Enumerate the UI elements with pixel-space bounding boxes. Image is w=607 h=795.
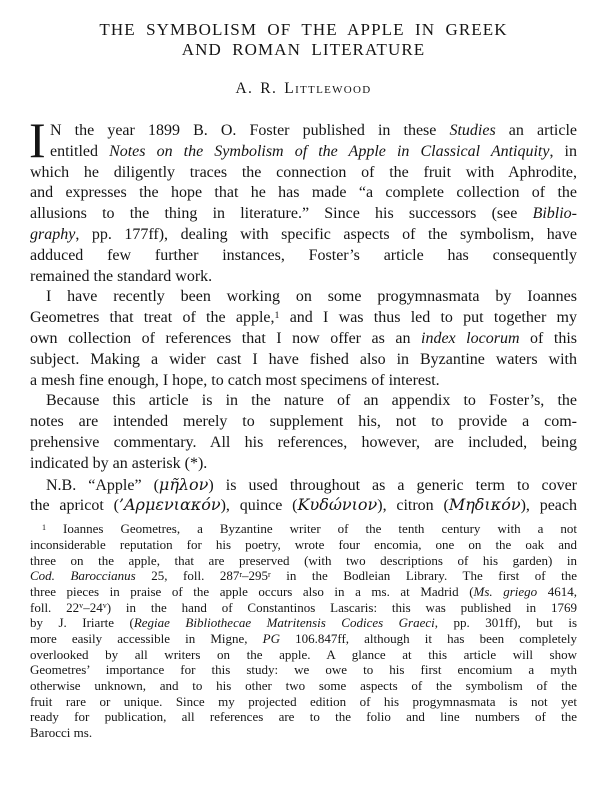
text-line: $^1$ Ioannes Geometres, a Byzantine writer of the tenth century with a not bbox=[42, 521, 577, 537]
text-line: Geometres’ importance for this study: we owe to his first encomium a myth bbox=[30, 662, 577, 678]
text-line: a mesh fine enough, I hope, to catch most specimens of interest. bbox=[30, 371, 440, 389]
article-body bbox=[29, 112, 578, 741]
text-line: more easily accessible in Migne, PG 106.847ff, although it has been completely bbox=[30, 630, 577, 646]
article-title-line1: THE SYMBOLISM OF THE APPLE IN GREEK bbox=[99, 20, 508, 39]
text-line: adduced few further instances, Foster’s article has consequently bbox=[30, 246, 577, 264]
text-line: prehensive commentary. All his references, however, are included, being bbox=[30, 433, 577, 451]
text-line: indicated by an asterisk (*). bbox=[30, 454, 208, 472]
article-title bbox=[0, 20, 607, 59]
text-line: fruit rare or unique. Since my projected edition of his progymnasmata is not yet bbox=[30, 693, 577, 709]
text-line: Cod. Baroccianus 25, foll. 287$^r$–295$^r$ in the Bodleian Library. The first of the bbox=[30, 568, 577, 584]
text-line: notes are intended merely to supplement his, not to provide a com- bbox=[30, 413, 577, 431]
text-line: subject. Making a wider cast I have fished also in Byzantine waters with bbox=[30, 350, 577, 368]
text-line: otherwise unknown, and to his other two some aspects of the symbolism of the bbox=[30, 678, 577, 694]
paragraph-1 bbox=[29, 112, 578, 287]
text-line: Geometres that treat of the apple,$^1$ and I was thus led to put together my bbox=[30, 309, 577, 327]
text-line: which he diligently traces the connection of the fruit with Aphrodite, bbox=[30, 163, 577, 181]
dropcap-initial: I bbox=[29, 112, 46, 168]
text-line: own collection of references that I now offer as an index locorum of this bbox=[30, 329, 577, 347]
text-line: I have recently been working on some progymnasmata by Ioannes bbox=[46, 288, 577, 306]
text-line: remained the standard work. bbox=[30, 267, 213, 285]
text-line: N the year 1899 B. O. Foster published in these Studies an article bbox=[50, 122, 577, 139]
article-title-line2: AND ROMAN LITERATURE bbox=[181, 39, 426, 59]
text-line: and expresses the hope that he has made “a complete collection of the bbox=[30, 184, 577, 202]
text-line: the apricot (’Αρμενιακόν), quince (Κυδώνιον), citron (Μηδικόν), peach bbox=[30, 495, 577, 515]
text-line: inconsiderable reputation for his poetry, wrote four encomia, one on the oak and bbox=[30, 536, 577, 552]
paragraph-2 bbox=[30, 287, 577, 391]
text-line: three on the apple, that are preserved (with two descriptions of his garden) in bbox=[30, 552, 577, 568]
paragraph-3 bbox=[30, 391, 577, 474]
text-line: by J. Iriarte (Regiae Bibliothecae Matritensis Codices Graeci, pp. 301ff), but is bbox=[30, 615, 577, 631]
author-name: A. R. Littlewood bbox=[235, 80, 372, 97]
text-line: ready for publication, all references are to the folio and line numbers of the bbox=[30, 709, 577, 725]
footnote bbox=[30, 521, 577, 741]
text-line: allusions to the thing in literature.” Since his successors (see Biblio- bbox=[30, 205, 577, 223]
text-line: Because this article is in the nature of an appendix to Foster’s, the bbox=[46, 392, 577, 410]
text-line: Barocci ms. bbox=[30, 725, 93, 741]
text-line: N.B. “Apple” (μῆλον) is used throughout as a generic term to cover bbox=[46, 474, 578, 494]
text-line: overlooked by all writers on the apple. A glance at this article will show bbox=[30, 646, 577, 662]
text-line: foll. 22$^v$–24$^v$) in the hand of Constantinos Lascaris: this was published in 1769 bbox=[30, 599, 577, 615]
text-line: graphy, pp. 177ff), dealing with specific aspects of the symbolism, have bbox=[30, 225, 577, 243]
paragraph-4 bbox=[30, 475, 577, 517]
text-line: entitled Notes on the Symbolism of the Apple in Classical Antiquity, in bbox=[50, 142, 578, 160]
text-line: three pieces in praise of the apple occurs also in a ms. at Madrid (Ms. griego 4614, bbox=[30, 583, 578, 599]
